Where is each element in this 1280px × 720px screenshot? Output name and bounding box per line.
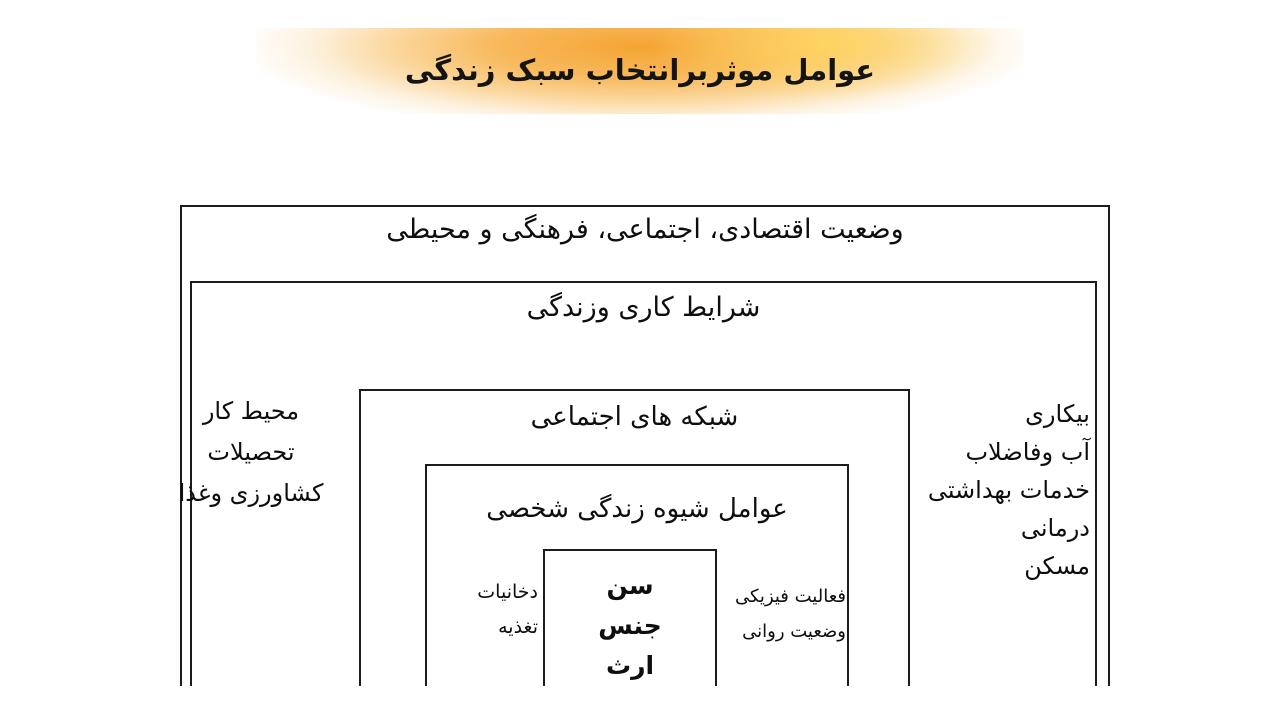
layer-label-social-networks: شبکه های اجتماعی	[530, 402, 739, 432]
factor-health-services: خدمات بهداشتی	[927, 476, 1090, 504]
factor-agriculture-food: کشاورزی وغذا	[178, 479, 324, 507]
inner-right-factors-list	[722, 579, 846, 649]
factor-mental-state: وضعیت روانی	[742, 621, 846, 642]
layer-label-living-working-conditions: شرایط کاری وزندگی	[526, 292, 761, 323]
right-outer-factors-list	[918, 395, 1090, 585]
core-factor-sex: جنس	[598, 611, 662, 640]
core-factor-heredity: ارث	[605, 651, 655, 680]
core-factors-list	[545, 566, 715, 686]
inner-left-factors-list	[428, 575, 538, 645]
factor-tobacco: دخانیات	[477, 581, 538, 603]
core-factor-age: سن	[606, 571, 654, 600]
factor-medical: درمانی	[1020, 514, 1090, 542]
left-outer-factors-list	[178, 391, 324, 514]
factor-housing: مسکن	[1024, 552, 1090, 580]
factor-unemployment: بیکاری	[1025, 400, 1090, 428]
factor-education: تحصیلات	[207, 438, 295, 466]
factor-nutrition: تغذیه	[498, 616, 538, 638]
factor-work-environment: محیط کار	[202, 397, 300, 425]
factor-physical-activity: فعالیت فیزیکی	[734, 586, 846, 607]
layer-label-socioeconomic-conditions: وضعیت اقتصادی، اجتماعی، فرهنگی و محیطی	[386, 214, 904, 245]
slide-title: عوامل موثربرانتخاب سبک زندگی	[404, 53, 876, 87]
factor-water-sewage: آب وفاضلاب	[965, 438, 1090, 466]
layer-label-personal-lifestyle-factors: عوامل شیوه زندگی شخصی	[486, 494, 788, 524]
